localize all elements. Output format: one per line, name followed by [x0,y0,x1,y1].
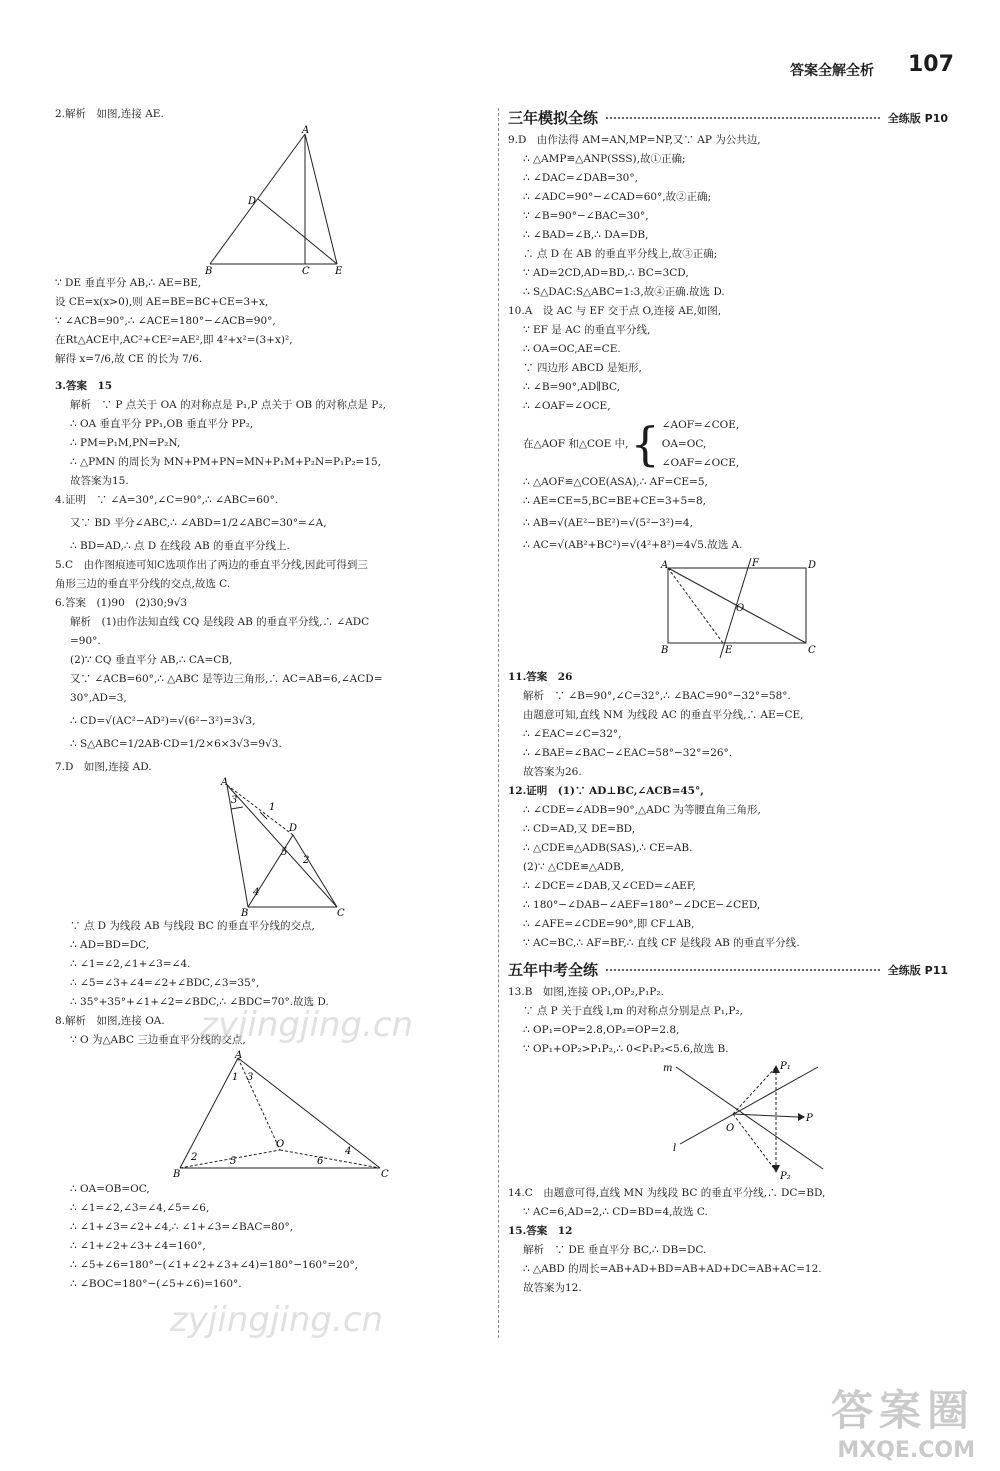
text-line: ∴ ∠ADC=90°−∠CAD=60°,故②正确; [523,191,712,203]
text-line: 又∵ BD 平分∠ABC,∴ ∠ABD=1/2∠ABC=30°=∠A, [70,517,327,529]
page-number: 107 [908,52,954,77]
text-line: ∴ CD=√(AC²−AD²)=√(6²−3²)=3√3, [70,715,256,727]
watermark-url: MXQE.COM [837,1438,975,1463]
text-line: ∵ AC=BC,∴ AF=BF,∴ 直线 CF 是线段 AB 的垂直平分线. [523,937,800,949]
text-line: 在△AOF 和△COE 中, [523,438,629,450]
fig-label: 1 [269,802,276,813]
text-line: ∠AOF=∠COE, [661,419,740,431]
text-line: (2)∵ CQ 垂直平分 AB,∴ CA=CB, [70,654,233,666]
text-line: ∴ ∠DCE=∠DAB,又∠CED=∠AEF, [523,880,696,892]
text-line: ∴ AD=BD=DC, [70,939,150,951]
section-ref: 全练版 P11 [887,963,948,977]
figure-q8 [55,1050,495,1180]
text-line: 3.答案 15 [55,380,113,392]
text-line: ∵ DE 垂直平分 AB,∴ AE=BE, [55,277,202,289]
text-line: ∴ OA=OC,AE=CE. [523,343,621,355]
fig-label: 5 [230,1156,237,1167]
text-line: ∴ △CDE≌△ADB(SAS),∴ CE=AB. [523,842,693,854]
fig-label: B [661,645,669,656]
text-line: ∴ OA=OB=OC, [70,1183,150,1195]
text-line: ∴ ∠1=∠2,∠3=∠4,∠5=∠6, [70,1202,210,1214]
corner-watermark [831,1378,975,1463]
text-line: 故答案为26. [523,766,582,778]
text-line: ∴ ∠1+∠3=∠2+∠4,∴ ∠1+∠3=∠BAC=80°, [70,1221,294,1233]
dot-leader [606,117,880,119]
text-line: ∴ AB=√(AE²−BE²)=√(5²−3²)=4, [523,517,693,529]
text-line: ∴ △AMP≌△ANP(SSS),故①正确; [523,153,686,165]
text-line: ∵ 点 P 关于直线 l,m 的对称点分别是点 P₁,P₂, [523,1005,743,1017]
text-line: (2)∵ △CDE≌△ADB, [523,861,625,873]
text-line: 7.D 如图,连接 AD. [55,761,152,773]
text-line: 解析 ∵ P 点关于 OA 的对称点是 P₁,P 点关于 OB 的对称点是 P₂, [70,399,386,411]
text-line: 15.答案 12 [508,1225,573,1237]
fig-label: B [241,908,249,917]
fig-label: 5 [281,847,288,858]
section-header [508,107,948,129]
text-line: 角形三边的垂直平分线的交点,故选 C. [55,578,231,590]
column-divider [498,108,499,1338]
text-line: 又∵ ∠ACB=60°,∴ △ABC 是等边三角形,∴ AC=AB=6,∠ACD= [70,673,383,685]
text-line: 2.解析 如图,连接 AE. [55,108,164,120]
text-line: ∴ ∠BAD=∠B,∴ DA=DB, [523,229,649,241]
text-line: 5.C 由作图痕迹可知C选项作出了两边的垂直平分线,因此可得到三 [55,559,368,571]
text-line: ∵ EF 是 AC 的垂直平分线, [523,324,651,336]
header-title: 答案全解全析 [790,63,874,79]
text-line: ∵ OP₁+OP₂>P₁P₂,∴ 0<P₁P₂<5.6,故选 B. [523,1043,729,1055]
brace-system [508,416,948,473]
text-line: 8.解析 如图,连接 OA. [55,1015,165,1027]
fig-label: E [335,266,343,274]
text-line: 14.C 由题意可得,直线 MN 为线段 BC 的垂直平分线,∴ DC=BD, [508,1187,826,1199]
text-line: ∴ S△ABC=1/2AB·CD=1/2×6×3√3=9√3. [70,738,282,750]
fig-label: A [661,560,669,571]
text-line: 4.证明 ∵ ∠A=30°,∠C=90°,∴ ∠ABC=60°. [55,494,279,506]
text-line: OA=OC, [661,438,707,450]
watermark: zyjingjing.cn [200,1005,414,1045]
text-line: ∴ ∠5=∠3+∠4=∠2+∠BDC,∠3=35°, [70,977,260,989]
fig-label: O [726,1123,735,1134]
text-line: ∴ OA 垂直平分 PP₁,OB 垂直平分 PP₂, [70,418,254,430]
fig-label: 4 [253,887,260,898]
brace-symbol: { [630,417,660,471]
figure-q2 [55,124,495,274]
text-line: 30°,AD=3, [70,692,127,704]
fig-label: E [725,645,733,656]
fig-label: C [337,908,345,917]
fig-label: D [289,823,298,834]
text-line: ∴ BD=AD,∴ 点 D 在线段 AB 的垂直平分线上. [70,540,290,552]
text-line: ∠OAF=∠OCE, [661,457,740,469]
fig-label: 4 [345,1146,352,1157]
left-column [55,105,495,1294]
fig-label: 3 [231,795,238,806]
fig-label: l [673,1143,677,1154]
fig-label: F [752,558,759,569]
figure-q13 [508,1059,948,1184]
text-line: ∵ 点 D 为线段 AB 与线段 BC 的垂直平分线的交点, [70,920,315,932]
fig-label: B [205,266,213,274]
text-line: ∵ 四边形 ABCD 是矩形, [523,362,642,374]
text-line: ∴ ∠1+∠2+∠3+∠4=160°, [70,1240,206,1252]
text-line: ∴ PM=P₁M,PN=P₂N, [70,437,181,449]
fig-label: D [248,196,257,207]
fig-label: 6 [317,1156,324,1167]
text-line: ∴ ∠EAC=∠C=32°, [523,728,622,740]
text-line: 9.D 由作法得 AM=AN,MP=NP,又∵ AP 为公共边, [508,134,761,146]
fig-label: P [806,1113,813,1124]
text-line: 11.答案 26 [508,671,573,683]
section-ref: 全练版 P10 [887,111,948,125]
fig-label: 2 [303,855,310,866]
text-line: ∴ AC=√(AB²+BC²)=√(4²+8²)=4√5.故选 A. [523,539,743,551]
fig-label: O [276,1139,285,1150]
text-line: 解析 ∵ ∠B=90°,∠C=32°,∴ ∠BAC=90°−32°=58°. [523,690,791,702]
text-line: 解析 (1)由作法知直线 CQ 是线段 AB 的垂直平分线,∴ ∠ADC [70,616,370,628]
fig-label: A [235,1050,243,1061]
text-line: 解得 x=7/6,故 CE 的长为 7/6. [55,353,203,365]
text-line: ∴ ∠BAE=∠BAC−∠EAC=58°−32°=26°. [523,747,733,759]
fig-label: C [381,1169,389,1180]
text-line: ∵ ∠B=90°−∠BAC=30°, [523,210,649,222]
text-line: ∴ ∠DAC=∠DAB=30°, [523,172,638,184]
text-line: ∴ △AOF≌△COE(ASA),∴ AF=CE=5, [523,476,708,488]
text-line: ∴ ∠AFE=∠CDE=90°,即 CF⊥AB, [523,918,695,930]
text-line: ∴ △ABD 的周长=AB+AD+BD=AB+AD+DC=AB+AC=12. [523,1263,822,1275]
fig-label: D [808,560,817,571]
text-line: ∵ AD=2CD,AD=BD,∴ BC=3CD, [523,267,689,279]
text-line: ∵ AC=6,AD=2,∴ CD=BD=4,故选 C. [523,1206,708,1218]
fig-label: B [173,1169,181,1180]
text-line: ∴ 180°−∠DAB−∠AEF=180°−∠DCE−∠CED, [523,899,761,911]
section-header [508,959,948,981]
section-title: 三年模拟全练 [508,108,599,127]
text-line: ∴ ∠1=∠2,∠1+∠3=∠4. [70,958,191,970]
text-line: ∴ CD=AD,又 DE=BD, [523,823,636,835]
text-line: ∵ O 为△ABC 三边垂直平分线的交点, [70,1034,246,1046]
fig-label: m [663,1063,673,1074]
text-line: 设 CE=x(x>0),则 AE=BE=BC+CE=3+x, [55,296,269,308]
text-line: ∴ ∠CDE=∠ADB=90°,△ADC 为等腰直角三角形, [523,804,761,816]
fig-label: C [808,645,816,656]
fig-label: 2 [191,1152,198,1163]
text-line: ∴ OP₁=OP=2.8,OP₂=OP=2.8, [523,1024,680,1036]
right-column [508,105,948,1298]
text-line: 故答案为15. [70,475,129,487]
text-line: =90°. [70,635,101,647]
text-line: 12.证明 (1)∵ AD⊥BC,∠ACB=45°, [508,785,704,797]
figure-q10 [508,558,948,668]
text-line: 故答案为12. [523,1282,582,1294]
text-line: ∴ S△DAC:S△ABC=1:3,故④正确.故选 D. [523,286,725,298]
text-line: ∴ AE=CE=5,BC=BE+CE=3+5=8, [523,495,706,507]
fig-label: 3 [247,1072,254,1083]
text-line: ∴ ∠BOC=180°−(∠5+∠6)=160°. [70,1278,242,1290]
text-line: ∴ ∠5+∠6=180°−(∠1+∠2+∠3+∠4)=180°−160°=20°, [70,1259,359,1271]
text-line: 在Rt△ACE中,AC²+CE²=AE²,即 4²+x²=(3+x)², [55,334,293,346]
text-line: 由题意可知,直线 NM 为线段 AC 的垂直平分线,∴ AE=CE, [523,709,804,721]
fig-label: C [302,266,310,274]
text-line: 6.答案 (1)90 (2)30;9√3 [55,597,188,609]
figure-q7 [55,777,495,917]
fig-label: O [736,603,745,614]
text-line: ∴ ∠OAF=∠OCE, [523,400,611,412]
fig-label: P₂ [780,1171,791,1182]
text-line: ∴ △PMN 的周长为 MN+PM+PN=MN+P₁M+P₂N=P₁P₂=15, [70,456,382,468]
text-line: 13.B 如图,连接 OP₁,OP₂,P₁P₂. [508,986,664,998]
fig-label: P₁ [780,1061,791,1072]
section-title: 五年中考全练 [508,960,599,979]
text-line: 10.A 设 AC 与 EF 交于点 O,连接 AE,如图, [508,305,722,317]
text-line: ∴ ∠B=90°,AD∥BC, [523,381,621,393]
fig-label: A [221,777,229,788]
text-line: ∵ ∠ACB=90°,∴ ∠ACE=180°−∠ACB=90°, [55,315,276,327]
watermark-logo-text: 答案圈 [830,1386,975,1435]
text-line: ∴ 点 D 在 AB 的垂直平分线上,故③正确; [523,248,718,260]
fig-label: 1 [232,1072,239,1083]
fig-label: A [302,125,310,136]
text-line: ∴ 35°+35°+∠1+∠2=∠BDC,∴ ∠BDC=70°.故选 D. [70,996,329,1008]
dot-leader [606,969,880,971]
watermark: zyjingjing.cn [170,1300,384,1340]
text-line: 解析 ∵ DE 垂直平分 BC,∴ DB=DC. [523,1244,707,1256]
